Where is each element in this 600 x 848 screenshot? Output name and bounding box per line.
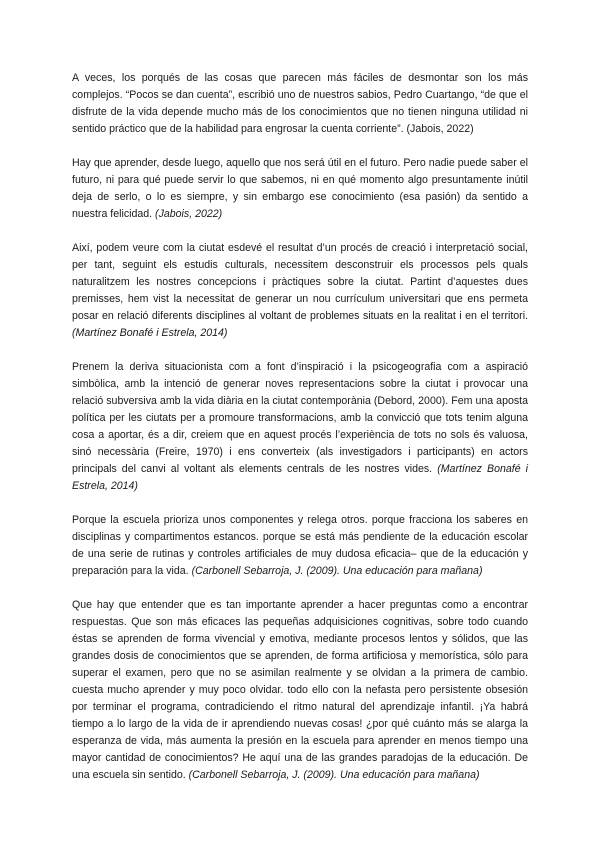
paragraph-6	[72, 597, 528, 784]
paragraph-5-citation: (Carbonell Sebarroja, J. (2009). Una educación para mañana)	[191, 565, 483, 577]
paragraph-4-text: Prenem la deriva situacionista com a font d’inspiració i la psicogeografia com a aspiració simbòlica, amb la intenció de generar noves representacions sobre la ciutat i provocar una relació subversiva amb la vida diària en la ciutat contemporània (Debord, 2000). Fem una aposta política per les ciutats per a promoure transformacions, amb la convicció que tots tenim alguna cosa a aportar, és a dir, creiem que en aquest procés l’experiència de tots no sols és valuosa, sinó necessària (Freire, 1970) i ens converteix (als investigadors i participants) en actors principals del canvi al voltant als elements centrals de les nostres vides.	[72, 361, 528, 475]
paragraph-3-text: Així, podem veure com la ciutat esdevé el resultat d’un procés de creació i interpretació social, per tant, seguint els estudis culturals, necessitem desconstruir els processos pels quals naturalitzem les nostres concepcions i pràctiques sobre la ciutat. Partint d’aquestes dues premisses, hem vist la necessitat de generar un nou currículum universitari que ens permeta posar en relació diferents disciplines al voltant de problemes situats en la realitat i en el territori.	[72, 242, 528, 322]
paragraph-6-citation: (Carbonell Sebarroja, J. (2009). Una educación para mañana)	[188, 769, 480, 781]
paragraph-5-text: Porque la escuela prioriza unos componentes y relega otros. porque fracciona los saberes en disciplinas y compartimentos estancos. porque se está más pendiente de la educación escolar de una serie de rutinas y controles artificiales de muy dudosa eficacia– que de la educación y preparación para la vida.	[72, 514, 528, 577]
paragraph-1	[72, 70, 528, 138]
paragraph-3-citation: (Martínez Bonafé i Estrela, 2014)	[72, 327, 228, 339]
paragraph-2-text: Hay que aprender, desde luego, aquello que nos será útil en el futuro. Pero nadie puede saber el futuro, ni para qué puede servir lo que sabemos, ni en qué momento algo presuntamente inútil deja de serlo, o lo es siempre, y sin embargo ese conocimiento (esa pasión) da sentido a nuestra felicidad.	[72, 157, 528, 220]
paragraph-2	[72, 155, 528, 223]
paragraph-2-citation: (Jabois, 2022)	[155, 208, 223, 220]
paragraph-4	[72, 359, 528, 495]
paragraph-6-text: Que hay que entender que es tan importante aprender a hacer preguntas como a encontrar respuestas. Que son más eficaces las pequeñas adquisiciones cognitivas, sobre todo cuando éstas se aprenden de forma vivencial y emotiva, mediante procesos lentos y sólidos, que las grandes dosis de conocimientos que se aprenden, de forma artificiosa y memorística, sólo para superar el examen, pero que no se asimilan realmente y se olvidan a la primera de cambio. cuesta mucho aprender y muy poco olvidar. todo ello con la nefasta pero persistente obsesión por terminar el programa, contradiciendo el ritmo natural del aprendizaje infantil. ¡Ya habrá tiempo a lo largo de la vida de ir aprendiendo nuevas cosas! ¿por qué cuánto más se alarga la esperanza de vida, más aumenta la presión en la escuela para aprender en menos tiempo una mayor cantidad de conocimientos? He aquí una de las grandes paradojas de la educación. De una escuela sin sentido.	[72, 599, 528, 781]
paragraph-4-citation: (Martínez Bonafé i Estrela, 2014)	[72, 463, 528, 492]
document-body	[72, 70, 528, 801]
paragraph-1-text: A veces, los porqués de las cosas que parecen más fáciles de desmontar son los más complejos. “Pocos se dan cuenta”, escribió uno de nuestros sabios, Pedro Cuartango, “de que el disfrute de la vida depende mucho más de los conocimientos que no tienen ninguna utilidad ni sentido práctico que de la habilidad para engrosar la cuenta corriente”. (Jabois, 2022)	[72, 72, 528, 135]
paragraph-3	[72, 240, 528, 342]
paragraph-5	[72, 512, 528, 580]
